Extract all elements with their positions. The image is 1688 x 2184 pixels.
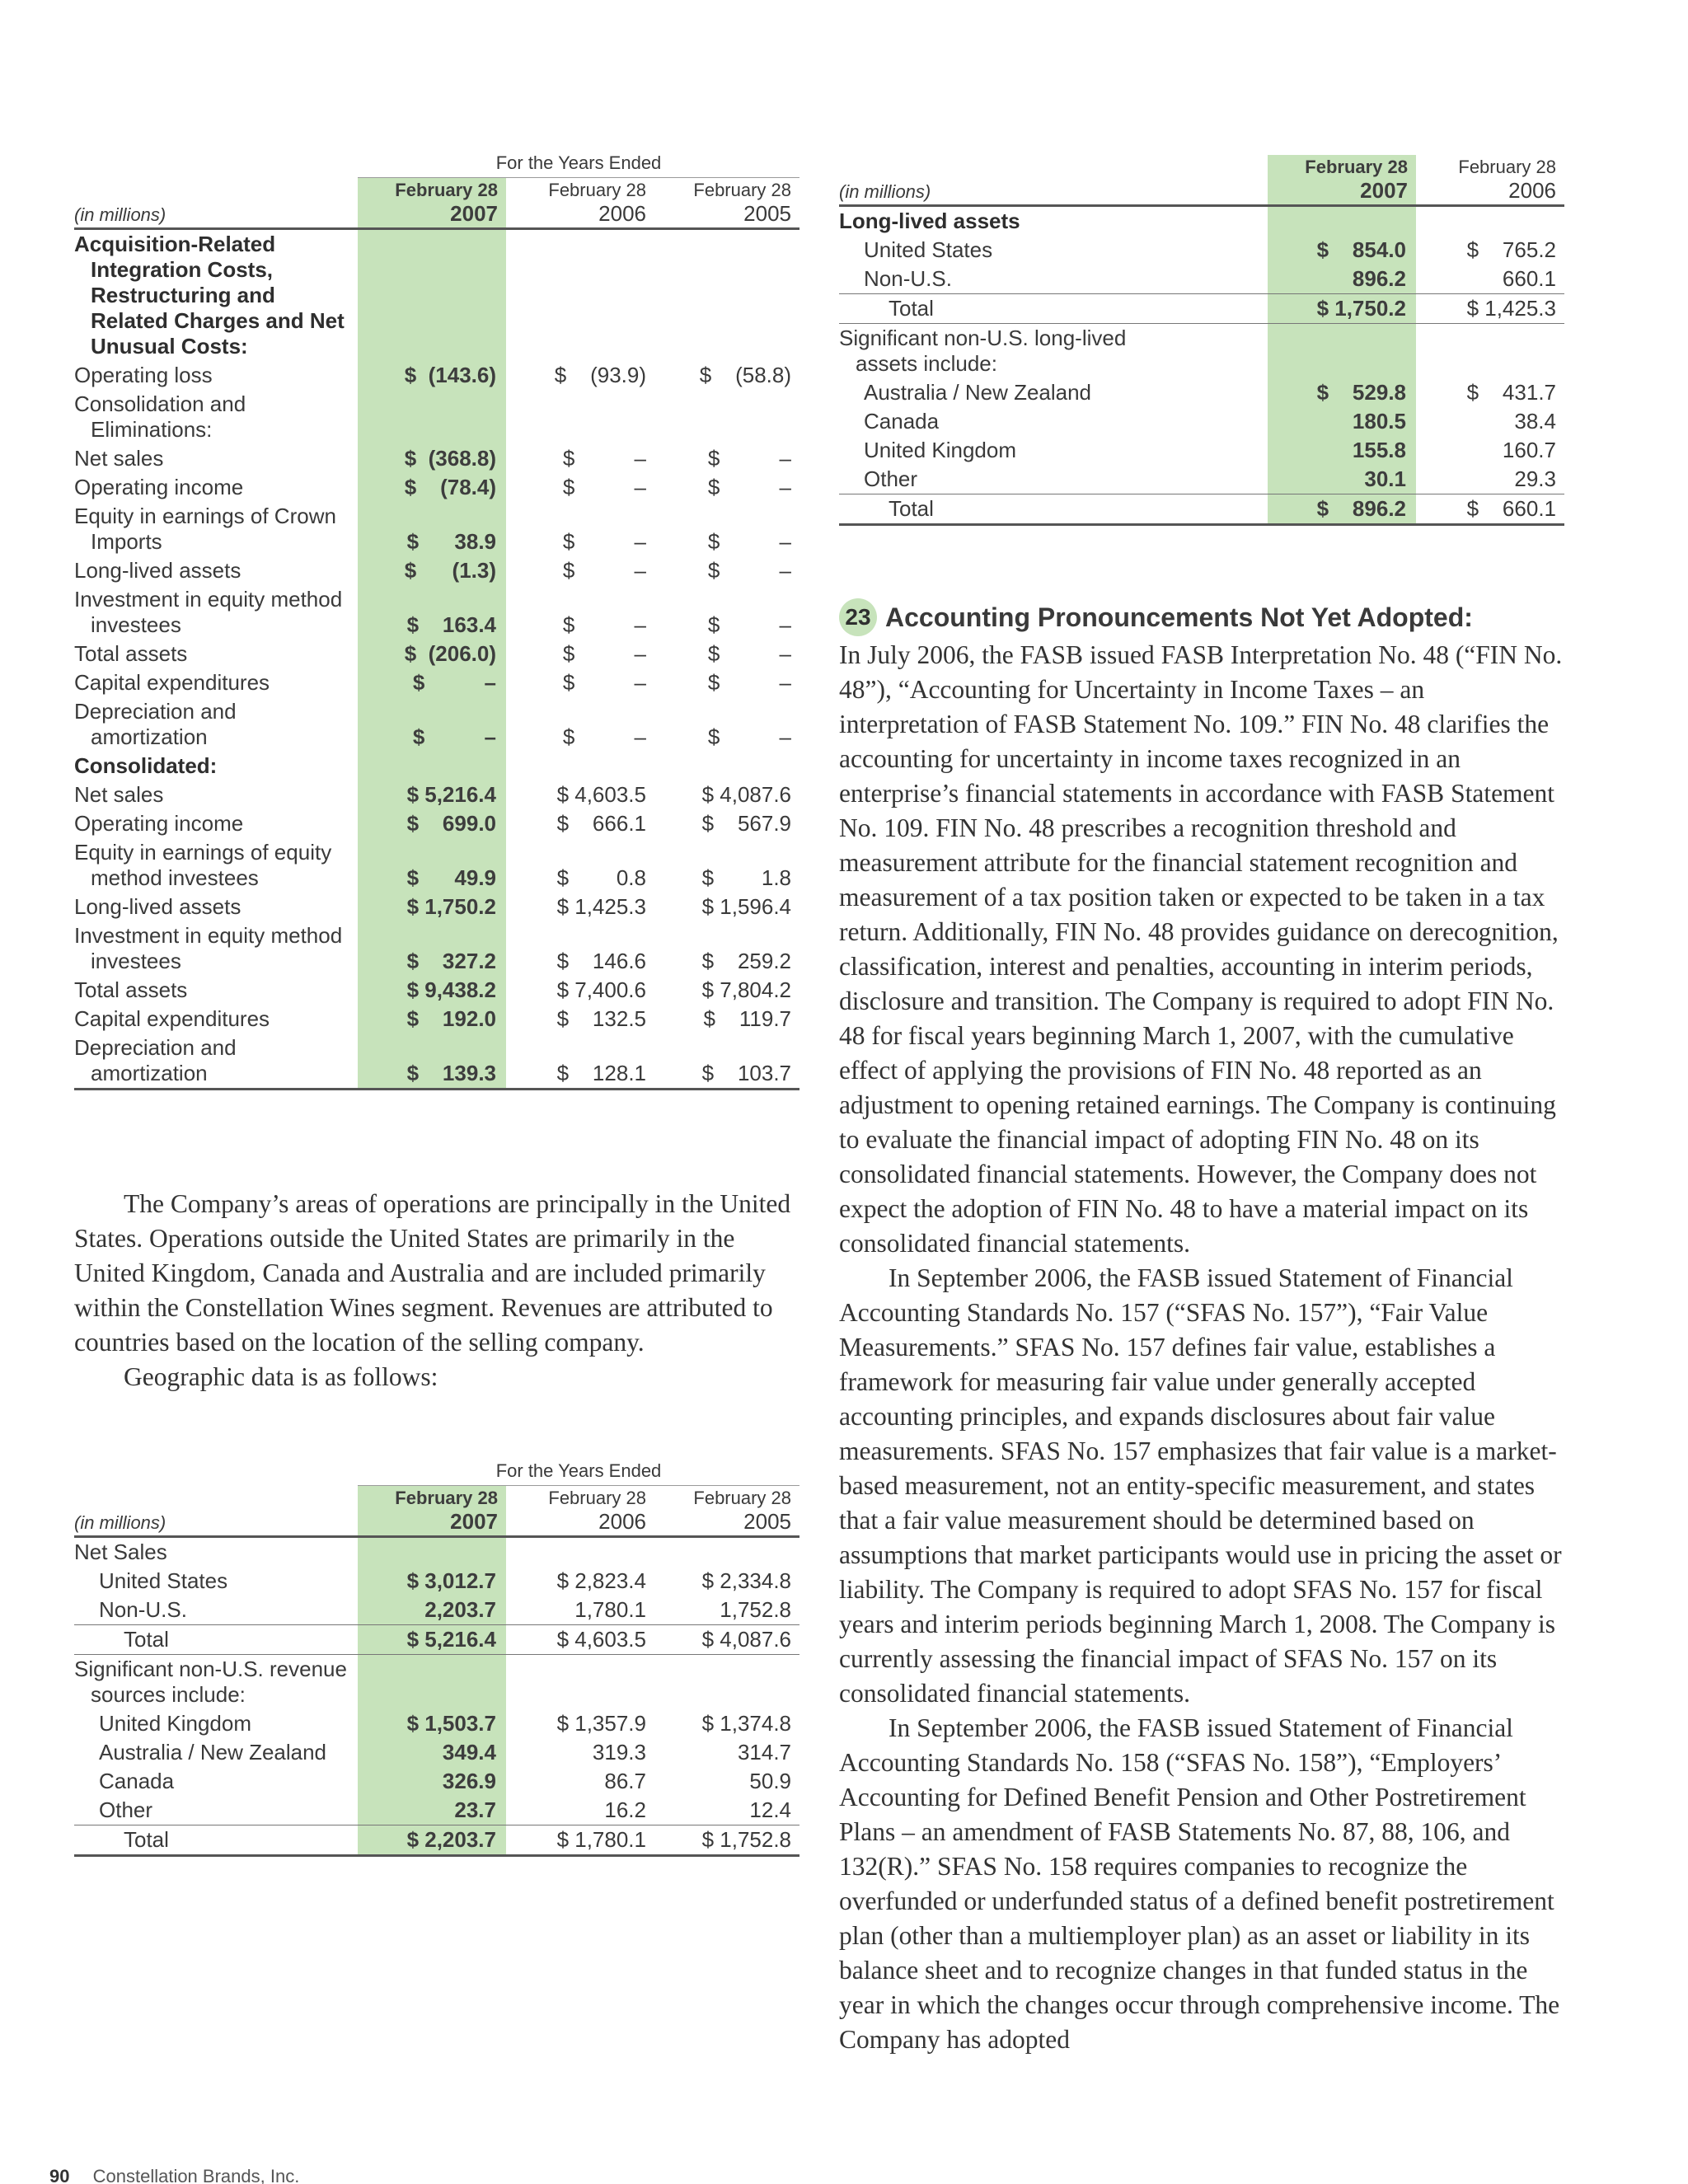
- table-row: Operating income $ 699.0 $ 666.1 $ 567.9: [74, 809, 799, 838]
- years-ended-label: For the Years Ended: [358, 152, 799, 178]
- table-row: Non-U.S. 2,203.7 1,780.1 1,752.8: [74, 1596, 799, 1625]
- paragraph-geographic: Geographic data is as follows:: [124, 1362, 438, 1391]
- table-row: United Kingdom $ 1,503.7 $ 1,357.9 $ 1,374.8: [74, 1709, 799, 1738]
- segment-data-table: [74, 152, 799, 1090]
- section-title-acquisition: Acquisition-Related Integration Costs, Restructuring and Related Charges and Net Unusual Costs:: [74, 232, 345, 359]
- table-row: United States $ 3,012.7 $ 2,823.4 $ 2,334.8: [74, 1567, 799, 1596]
- table-row: Australia / New Zealand $ 529.8 $ 431.7: [839, 378, 1564, 407]
- table-row: Canada 326.9 86.7 50.9: [74, 1767, 799, 1796]
- section-title-consolidation: Consolidation and Eliminations:: [74, 391, 246, 442]
- paragraph-fin48: In July 2006, the FASB issued FASB Interpretation No. 48 (“FIN No. 48”), “Accounting for Uncertainty in Income Taxes – an interpretation of FASB Statement No. 109.” FIN No. 48 clarifies the accounting for uncertainty in income taxes recognized in an enterprise’s financial statements in accordance with FASB Statement No. 109. FIN No. 48 prescribes a recognition threshold and measurement attribute for the financial statement recognition and measurement of a tax position taken or expected to be taken in a tax return. Additionally, FIN No. 48 provides guidance on derecognition, classification, interest and penalties, accounting in interim periods, disclosure and transition. The Company is required to adopt FIN No. 48 for fiscal years beginning March 1, 2007, with the cumulative effect of applying the provisions of FIN No. 48 reported as an adjustment to opening retained earnings. The Company is continuing to evaluate the financial impact of adopting FIN No. 48 on its consolidated financial statements. However, the Company does not expect the adoption of FIN No. 48 to have a material impact on its consolidated financial statements.: [839, 640, 1563, 1258]
- table-row-total: Total $ 1,750.2 $ 1,425.3: [839, 294, 1564, 324]
- table-row: Total assets $ 9,438.2 $ 7,400.6 $ 7,804.2: [74, 976, 799, 1005]
- table-row: United States $ 854.0 $ 765.2: [839, 236, 1564, 265]
- col-header-2007: February 28 2007: [1268, 155, 1416, 206]
- paragraph-areas: The Company’s areas of operations are principally in the United States. Operations outside the United States are primarily in the United Kingdom, Canada and Australia and are included primarily within the Constellation Wines segment. Revenues are attributed to countries based on the location of the selling company.: [74, 1189, 791, 1357]
- col-header-2006: February 28 2006: [506, 178, 654, 229]
- table-row: Long-lived assets $ 1,750.2 $ 1,425.3 $ 1,596.4: [74, 893, 799, 921]
- table-row: Depreciation and amortization $ – $ – $ –: [74, 697, 799, 752]
- table-row: Other 30.1 29.3: [839, 465, 1564, 494]
- table-row: Operating loss $ (143.6) $ (93.9) $ (58.8): [74, 361, 799, 390]
- table-row: Non-U.S. 896.2 660.1: [839, 265, 1564, 294]
- col-header-2006: February 28 2006: [1416, 155, 1564, 206]
- paragraph-sfas157: In September 2006, the FASB issued Statement of Financial Accounting Standards No. 157 (“SFAS No. 157”), “Fair Value Measurements.” SFAS No. 157 defines fair value, establishes a framework for measuring fair value under generally accepted accounting principles, and expands disclosures about fair value measurements. SFAS No. 157 emphasizes that fair value is a market-based measurement, not an entity-specific measurement, and states that a fair value measurement should be determined based on assumptions that market participants would use in pricing the asset or liability. The Company is required to adopt SFAS No. 157 for fiscal years and interim periods beginning March 1, 2008. The Company is currently assessing the financial impact of SFAS No. 157 on its consolidated financial statements.: [839, 1263, 1562, 1708]
- paragraph-sfas158: In September 2006, the FASB issued Statement of Financial Accounting Standards No. 158 (“SFAS No. 158”), “Employers’ Accounting for Defined Benefit Pension and Other Postretirement Plans – an amendment of FASB Statements No. 87, 88, 106, and 132(R).” SFAS No. 158 requires companies to recognize the overfunded or underfunded status of a defined benefit postretirement plan (other than a multiemployer plan) as an asset or liability in its balance sheet and to recognize changes in that funded status in the year in which the changes occur through comprehensive income. The Company has adopted: [839, 1713, 1560, 2054]
- table-row: Other 23.7 16.2 12.4: [74, 1796, 799, 1825]
- col-header-2007: February 28 2007: [358, 178, 506, 229]
- net-sales-label: Net Sales: [74, 1540, 167, 1564]
- col-header-2005: February 28 2005: [654, 178, 799, 229]
- table-row: Depreciation and amortization $ 139.3 $ 128.1 $ 103.7: [74, 1033, 799, 1090]
- years-ended-label: For the Years Ended: [358, 1460, 799, 1486]
- table-row: Net sales $ 5,216.4 $ 4,603.5 $ 4,087.6: [74, 780, 799, 809]
- long-lived-assets-data-table: [839, 155, 1564, 526]
- section-title-consolidated: Consolidated:: [74, 753, 218, 778]
- section-title: Accounting Pronouncements Not Yet Adopted:: [885, 602, 1473, 632]
- page-number: 90: [49, 2166, 70, 2184]
- section-body: [839, 638, 1564, 2057]
- section-23: [839, 598, 1564, 2057]
- table-row: Long-lived assets $ (1.3) $ – $ –: [74, 556, 799, 585]
- significant-assets-label: Significant non-U.S. long-lived assets include:: [839, 324, 1268, 379]
- table-row: Total assets $ (206.0) $ – $ –: [74, 640, 799, 668]
- table-row: Equity in earnings of equity method investees $ 49.9 $ 0.8 $ 1.8: [74, 838, 799, 893]
- table-row: Capital expenditures $ 192.0 $ 132.5 $ 119.7: [74, 1005, 799, 1033]
- net-sales-table: [74, 1460, 799, 1857]
- table-row-total: Total $ 5,216.4 $ 4,603.5 $ 4,087.6: [74, 1625, 799, 1655]
- significant-sources-label: Significant non-U.S. revenue sources include:: [74, 1655, 358, 1710]
- table-row: Canada 180.5 38.4: [839, 407, 1564, 436]
- table-row: Capital expenditures $ – $ – $ –: [74, 668, 799, 697]
- table-row-total: Total $ 2,203.7 $ 1,780.1 $ 1,752.8: [74, 1825, 799, 1856]
- company-name: Constellation Brands, Inc.: [92, 2166, 300, 2184]
- col-header-2005: February 28 2005: [654, 1486, 799, 1537]
- geographic-sales-table: [74, 1460, 799, 1857]
- table-row: Investment in equity method investees $ 327.2 $ 146.6 $ 259.2: [74, 921, 799, 976]
- units-label: (in millions): [74, 178, 358, 229]
- segment-table: [74, 152, 799, 1090]
- section-heading: [839, 598, 1564, 636]
- units-label: (in millions): [839, 155, 1268, 206]
- operations-text: [74, 1187, 799, 1394]
- table-row: Investment in equity method investees $ 163.4 $ – $ –: [74, 585, 799, 640]
- page-footer: [49, 2166, 299, 2184]
- units-label: (in millions): [74, 1486, 358, 1537]
- col-header-2006: February 28 2006: [506, 1486, 654, 1537]
- table-row: Net sales $ (368.8) $ – $ –: [74, 444, 799, 473]
- table-row: Operating income $ (78.4) $ – $ –: [74, 473, 799, 502]
- section-number-badge: 23: [839, 598, 877, 636]
- long-lived-assets-label: Long-lived assets: [839, 209, 1020, 233]
- table-row: Australia / New Zealand 349.4 319.3 314.7: [74, 1738, 799, 1767]
- long-lived-assets-table: [839, 155, 1564, 526]
- col-header-2007: February 28 2007: [358, 1486, 506, 1537]
- table-row-total: Total $ 896.2 $ 660.1: [839, 494, 1564, 525]
- table-row: United Kingdom 155.8 160.7: [839, 436, 1564, 465]
- table-row: Equity in earnings of Crown Imports $ 38.9 $ – $ –: [74, 502, 799, 556]
